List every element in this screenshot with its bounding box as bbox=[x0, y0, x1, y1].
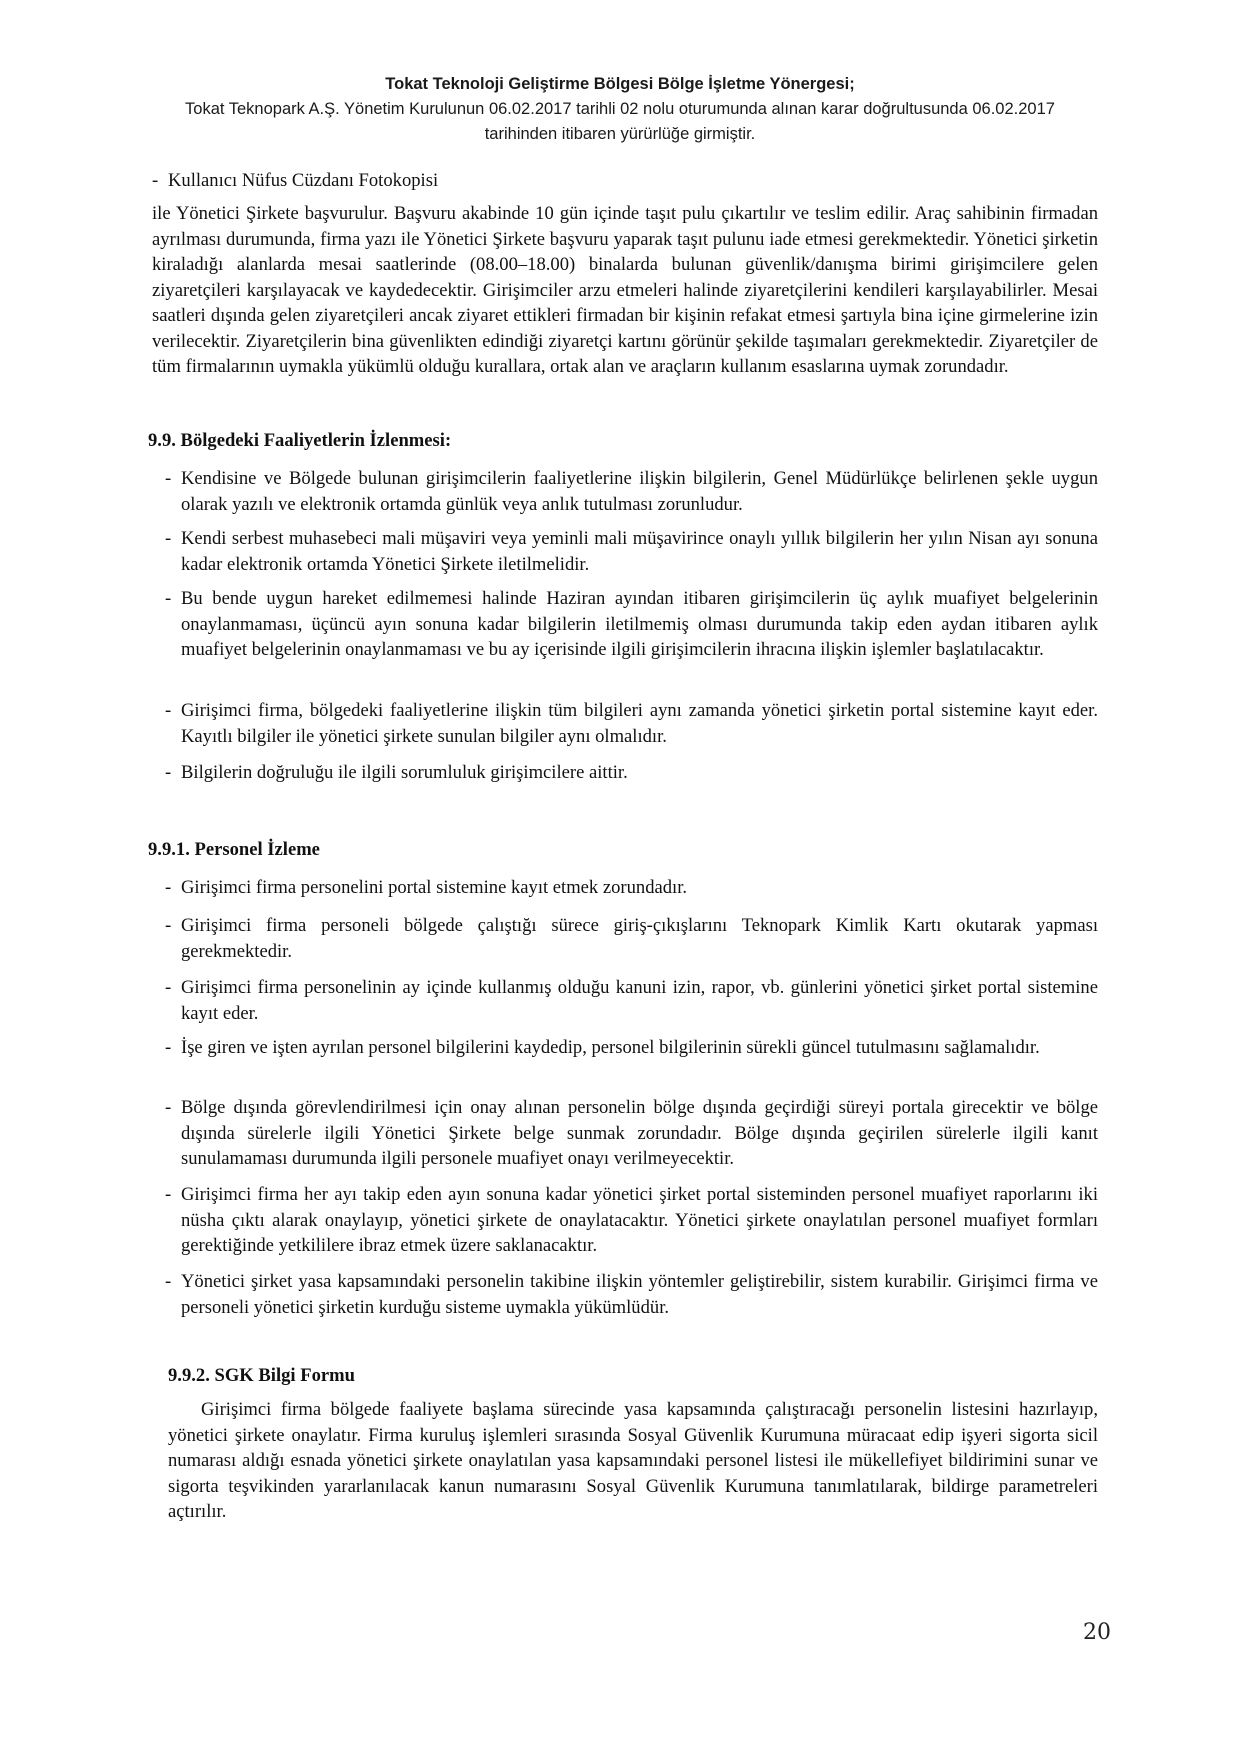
list-item bbox=[165, 913, 1098, 964]
list-item bbox=[165, 698, 1098, 749]
header-title: Tokat Teknoloji Geliştirme Bölgesi Bölge İşletme Yönergesi; bbox=[385, 75, 855, 93]
list-item-text: Kendisine ve Bölgede bulunan girişimcilerin faaliyetlerine ilişkin bilgilerin, Genel Müdürlükçe belirlenen şekle uygun olarak yazılı ve elektronik ortamda günlük veya anlık tutulması zorunludur. bbox=[181, 468, 1098, 515]
list-item bbox=[165, 975, 1098, 1026]
intro-bullet-text: Kullanıcı Nüfus Cüzdanı Fotokopisi bbox=[168, 170, 439, 191]
list-item-text: İşe giren ve işten ayrılan personel bilgilerini kaydedip, personel bilgilerinin sürekli güncel tutulmasını sağlamalıdır. bbox=[181, 1037, 1040, 1058]
list-item-text: Kendi serbest muhasebeci mali müşaviri veya yeminli mali müşavirince onaylı yıllık bilgilerin her yılın Nisan ayı sonuna kadar elektronik ortamda Yönetici Şirkete iletilmelidir. bbox=[181, 528, 1098, 575]
list-item bbox=[165, 526, 1098, 577]
bullet-dash: - bbox=[165, 915, 172, 936]
page-header bbox=[120, 72, 1120, 147]
bullet-dash: - bbox=[165, 877, 172, 898]
list-item bbox=[165, 1182, 1098, 1259]
bullet-dash: - bbox=[165, 700, 172, 721]
list-item-text: Girişimci firma personelinin ay içinde kullanmış olduğu kanuni izin, rapor, vb. günlerini yönetici şirket portal sistemine kayıt eder. bbox=[181, 977, 1098, 1024]
sgk-paragraph: Girişimci firma bölgede faaliyete başlama sürecinde yasa kapsamında çalıştıracağı personelin listesini hazırlayıp, yönetici şirkete onaylatır. Firma kuruluş işlemleri sırasında Sosyal Güvenlik Kurumuna müracaat edip işyeri sigorta sicil numarası aldığı esnada yönetici şirkete onaylatılan yasa kapsamındaki personel listesi ile mükellefiyet bildirimini sunar ve sigorta teşvikinden yararlanılacak kanun numarasını Sosyal Güvenlik Kurumuna tanımlatılarak, bildirge parametreleri açtırılır. bbox=[168, 1399, 1098, 1522]
list-item bbox=[165, 1269, 1098, 1320]
list-item bbox=[165, 466, 1098, 517]
list-item-text: Bölge dışında görevlendirilmesi için onay alınan personelin bölge dışında geçirdiği süreyi portala girecektir ve bölge dışında sürelerle ilgili Yönetici Şirkete belge sunmak zorundadır. Bölge dışında geçirilen sürelerle ilgili kanıt sunulamaması durumunda ilgili personele muafiyet onayı verilmeyecektir. bbox=[181, 1097, 1098, 1169]
bullet-dash: - bbox=[165, 588, 172, 609]
list-item bbox=[165, 1035, 1098, 1061]
bullet-dash: - bbox=[165, 1184, 172, 1205]
list-item-text: Bu bende uygun hareket edilmemesi halinde Haziran ayından itibaren girişimcilerin üç aylık muafiyet belgelerinin onaylanmaması, üçüncü ayın sonuna kadar bilgilerin iletilmemiş olması durumunda takip eden aydan itibaren aylık muafiyet belgelerinin onaylanmaması ve bu ay içerisinde ilgili girişimcilerin ihracına ilişkin işlemler başlatılacaktır. bbox=[181, 588, 1098, 660]
bullet-dash: - bbox=[165, 762, 172, 783]
list-item-text: Bilgilerin doğruluğu ile ilgili sorumluluk girişimcilere aittir. bbox=[181, 762, 628, 783]
list-item-text: Girişimci firma her ayı takip eden ayın sonuna kadar yönetici şirket portal sisteminden personel muafiyet raporlarını iki nüsha çıktı alarak onaylayıp, yönetici şirkete de onaylatacaktır. Yönetici şirkete onaylatılan personel muafiyet formları gerektiğinde yetkililere ibraz etmek üzere saklanacaktır. bbox=[181, 1184, 1098, 1256]
page-number: 20 bbox=[1083, 1620, 1111, 1645]
section-9-9-heading: 9.9. Bölgedeki Faaliyetlerin İzlenmesi: bbox=[148, 430, 452, 451]
header-line-2: Tokat Teknopark A.Ş. Yönetim Kurulunun 06.02.2017 tarihli 02 nolu oturumunda alınan karar doğrultusunda 06.02.2017 bbox=[185, 100, 1055, 118]
header-line-3: tarihinden itibaren yürürlüğe girmiştir. bbox=[484, 125, 756, 143]
bullet-dash: - bbox=[165, 1271, 172, 1292]
list-item bbox=[165, 760, 1098, 786]
bullet-dash: - bbox=[165, 1097, 172, 1118]
list-item-text: Yönetici şirket yasa kapsamındaki personelin takibine ilişkin yöntemler geliştirebilir, sistem kurabilir. Girişimci firma ve personeli yönetici şirketin kurduğu sisteme uymakla yükümlüdür. bbox=[181, 1271, 1098, 1318]
list-item-text: Girişimci firma personeli bölgede çalıştığı sürece giriş-çıkışlarını Teknopark Kimlik Kartı okutarak yapması gerekmektedir. bbox=[181, 915, 1098, 962]
section-9-9-2-heading: 9.9.2. SGK Bilgi Formu bbox=[168, 1365, 355, 1386]
intro-bullet bbox=[152, 168, 1082, 194]
list-item-text: Girişimci firma, bölgedeki faaliyetlerine ilişkin tüm bilgileri aynı zamanda yönetici şirketin portal sistemine kayıt eder. Kayıtlı bilgiler ile yönetici şirkete sunulan bilgiler aynı olmalıdır. bbox=[181, 700, 1098, 747]
intro-paragraph: ile Yönetici Şirkete başvurulur. Başvuru akabinde 10 gün içinde taşıt pulu çıkartılır ve teslim edilir. Araç sahibinin firmadan ayrılması durumunda, firma yazı ile Yönetici Şirkete başvuru yaparak taşıt pulunu iade etmesi gerekmektedir. Yönetici şirketin kiraladığı alanlarda mesai saatlerinde (08.00–18.00) binalarda bulunan güvenlik/danışma birimi girişimcilere gelen ziyaretçileri karşılayacak ve kaydedecektir. Girişimciler arzu etmeleri halinde ziyaretçilerini kendileri karşılayabilirler. Mesai saatleri dışında gelen ziyaretçileri ancak ziyaret ettikleri firmadan bir kişinin refakat etmesi şartıyla bina içine girmelerine izin verilecektir. Ziyaretçilerin bina güvenlikten edindiği ziyaretçi kartını görünür şekilde taşımaları gerekmektedir. Ziyaretçiler de tüm firmalarının uymakla yükümlü olduğu kurallara, ortak alan ve araçların kullanım esaslarına uymak zorundadır. bbox=[152, 203, 1098, 377]
section-9-9-1-heading: 9.9.1. Personel İzleme bbox=[148, 839, 320, 860]
list-item bbox=[165, 1095, 1098, 1172]
bullet-dash: - bbox=[152, 170, 159, 191]
bullet-dash: - bbox=[165, 468, 172, 489]
list-item bbox=[165, 586, 1098, 663]
list-item-text: Girişimci firma personelini portal sistemine kayıt etmek zorundadır. bbox=[181, 877, 688, 898]
bullet-dash: - bbox=[165, 528, 172, 549]
list-item bbox=[165, 875, 1098, 901]
bullet-dash: - bbox=[165, 1037, 172, 1058]
bullet-dash: - bbox=[165, 977, 172, 998]
